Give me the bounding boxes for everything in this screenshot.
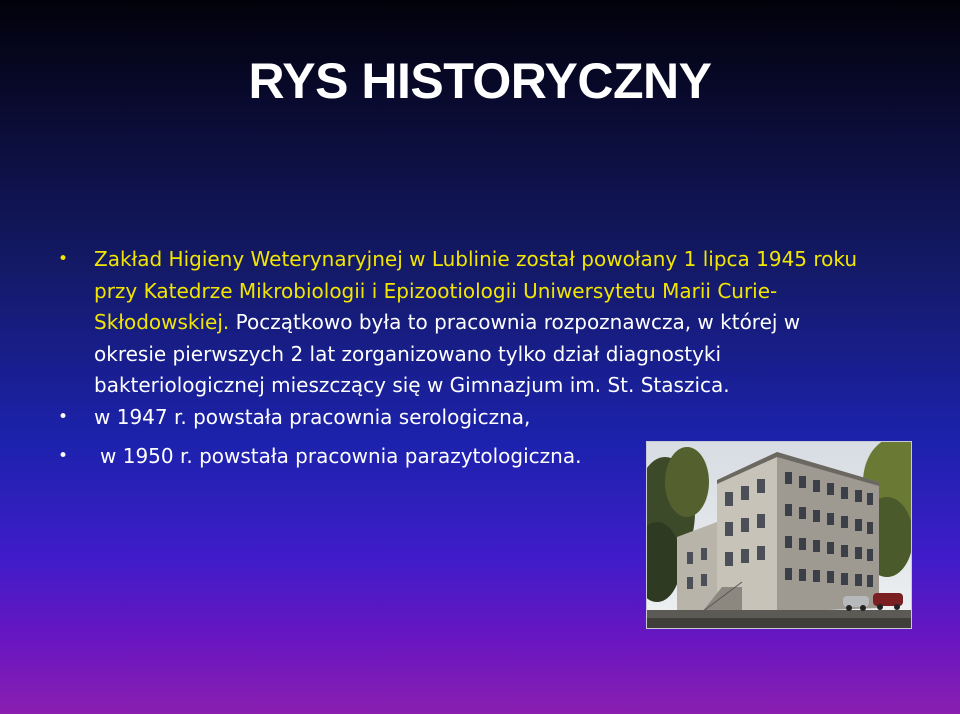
- bullet-item-founding: [56, 244, 876, 402]
- bullet-icon: •: [58, 249, 69, 269]
- slide-title: RYS HISTORYCZNY: [248, 53, 712, 109]
- bullet-text-1950: w 1950 r. powstała pracownia parazytologiczna.: [100, 444, 582, 468]
- bullet-icon: •: [58, 446, 69, 466]
- bullet-icon: •: [58, 406, 69, 427]
- founding-highlight-text: Zakład Higieny Weterynaryjnej w Lublinie został powołany 1 lipca 1945 roku przy Katedrze Mikrobiologii i Epizootiologii Uniwersytetu Marii Curie-Skłodowskiej.: [94, 247, 858, 334]
- bullet-item-1947: [56, 402, 876, 434]
- founding-detail-text: Początkowo była to pracownia rozpoznawcza, w której w okresie pierwszych 2 lat zorganizowano tylko dział diagnostyki bakteriologicznej mieszczący się w Gimnazjum im. St. Staszica.: [94, 310, 801, 397]
- bullet-text-1947: w 1947 r. powstała pracownia serologiczna,: [94, 404, 531, 429]
- building-photo: [646, 441, 912, 629]
